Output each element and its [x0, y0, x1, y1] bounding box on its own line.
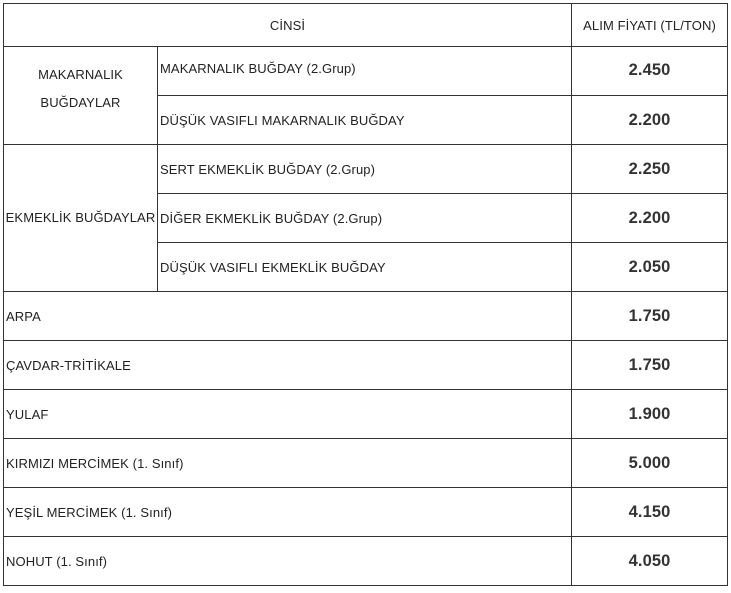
row-price: 1.900	[572, 390, 728, 439]
table-header-row	[4, 4, 728, 47]
group-label-line: EKMEKLİK BUĞDAYLAR	[5, 210, 156, 225]
table-row	[4, 292, 728, 341]
table-row	[4, 145, 728, 194]
row-name: DÜŞÜK VASIFLI MAKARNALIK BUĞDAY	[158, 96, 572, 145]
table-row	[4, 47, 728, 96]
table-row	[4, 488, 728, 537]
group-label-line: MAKARNALIK	[38, 67, 123, 82]
row-price: 2.200	[572, 194, 728, 243]
row-name: DİĞER EKMEKLİK BUĞDAY (2.Grup)	[158, 194, 572, 243]
row-name: NOHUT (1. Sınıf)	[4, 537, 572, 586]
row-name: MAKARNALIK BUĞDAY (2.Grup)	[158, 47, 572, 96]
group-label-ekmeklik	[4, 145, 158, 292]
table-row	[4, 439, 728, 488]
row-price: 5.000	[572, 439, 728, 488]
group-label-line: BUĞDAYLAR	[40, 95, 121, 110]
row-name: YEŞİL MERCİMEK (1. Sınıf)	[4, 488, 572, 537]
table-row	[4, 341, 728, 390]
row-price: 2.050	[572, 243, 728, 292]
price-table	[3, 3, 728, 586]
row-price: 4.050	[572, 537, 728, 586]
row-price: 1.750	[572, 341, 728, 390]
row-price: 2.450	[572, 47, 728, 96]
row-name: ÇAVDAR-TRİTİKALE	[4, 341, 572, 390]
header-price: ALIM FİYATI (TL/TON)	[572, 4, 728, 47]
header-kind: CİNSİ	[4, 4, 572, 47]
table-row	[4, 537, 728, 586]
row-price: 2.200	[572, 96, 728, 145]
row-name: KIRMIZI MERCİMEK (1. Sınıf)	[4, 439, 572, 488]
row-price: 4.150	[572, 488, 728, 537]
row-price: 1.750	[572, 292, 728, 341]
row-name: SERT EKMEKLİK BUĞDAY (2.Grup)	[158, 145, 572, 194]
row-name: ARPA	[4, 292, 572, 341]
group-label-makarnalik	[4, 47, 158, 145]
row-name: YULAF	[4, 390, 572, 439]
row-price: 2.250	[572, 145, 728, 194]
row-name: DÜŞÜK VASIFLI EKMEKLİK BUĞDAY	[158, 243, 572, 292]
table-row	[4, 390, 728, 439]
